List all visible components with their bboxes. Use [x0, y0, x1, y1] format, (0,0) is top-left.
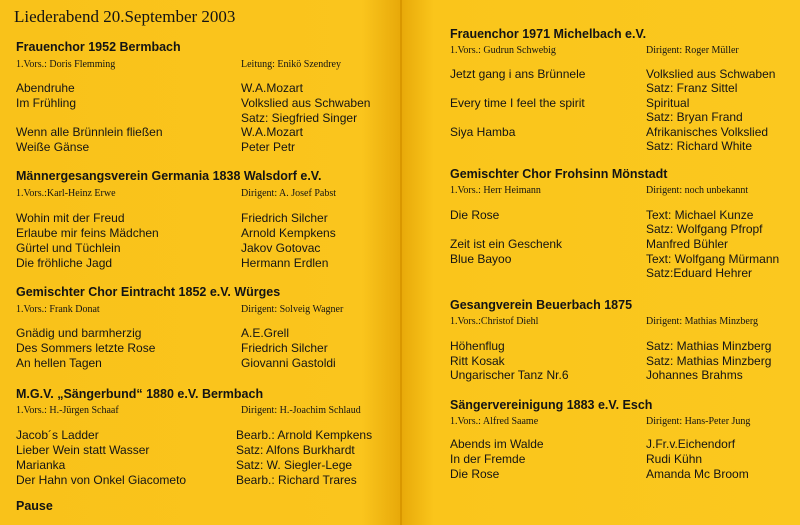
chair-person: 1.Vors.: H.-Jürgen Schaaf: [16, 405, 119, 416]
song-title: Im Frühling: [16, 96, 77, 110]
song-title: Die Rose: [450, 208, 500, 222]
song-credit: Satz:Eduard Hehrer: [646, 266, 753, 280]
song-title: Die fröhliche Jagd: [16, 256, 113, 270]
song-credit: Volkslied aus Schwaben: [646, 67, 776, 81]
song-credit: Satz: Wolfgang Pfropf: [646, 222, 763, 236]
song-credit: Afrikanisches Volkslied: [646, 125, 769, 139]
song-credit: Amanda Mc Broom: [646, 467, 749, 481]
song-credit: Friedrich Silcher: [241, 211, 328, 225]
song-credit: Satz: Bryan Frand: [646, 110, 743, 124]
song-credit: Bearb.: Richard Trares: [236, 473, 357, 487]
choir-heading: Männergesangsverein Germania 1838 Walsdorf e.V.: [16, 169, 322, 183]
song-credit: Hermann Erdlen: [241, 256, 329, 270]
song-title: Des Sommers letzte Rose: [16, 341, 156, 355]
conductor: Dirigent: H.-Joachim Schlaud: [241, 405, 361, 416]
conductor: Dirigent: A. Josef Pabst: [241, 188, 336, 199]
song-credit: A.E.Grell: [241, 326, 290, 340]
chair-person: 1.Vors.:Karl-Heinz Erwe: [16, 188, 116, 199]
song-title: Ritt Kosak: [450, 354, 505, 368]
right-page: [402, 0, 800, 525]
song-credit: Johannes Brahms: [646, 368, 743, 382]
song-credit: Bearb.: Arnold Kempkens: [236, 428, 373, 442]
song-credit: Satz: Franz Sittel: [646, 81, 738, 95]
song-title: Jetzt gang i ans Brünnele: [450, 67, 586, 81]
song-credit: Jakov Gotovac: [241, 241, 321, 255]
song-credit: Satz: Siegfried Singer: [241, 111, 358, 125]
song-title: Erlaube mir feins Mädchen: [16, 226, 159, 240]
song-credit: W.A.Mozart: [241, 81, 304, 95]
song-credit: Rudi Kühn: [646, 452, 703, 466]
choir-heading: Gemischter Chor Eintracht 1852 e.V. Würges: [16, 285, 281, 299]
song-title: Die Rose: [450, 467, 500, 481]
song-title: Der Hahn von Onkel Giacometo: [16, 473, 187, 487]
program-title: Liederabend 20.September 2003: [14, 7, 236, 26]
song-credit: Text: Michael Kunze: [646, 208, 754, 222]
song-title: Wenn alle Brünnlein fließen: [16, 125, 163, 139]
song-title: An hellen Tagen: [16, 356, 102, 370]
song-credit: Text: Wolfgang Mürmann: [646, 252, 780, 266]
song-title: Höhenflug: [450, 339, 505, 353]
song-credit: Satz: Alfons Burkhardt: [236, 443, 355, 457]
song-title: Gnädig und barmherzig: [16, 326, 142, 340]
song-credit: Satz: Mathias Minzberg: [646, 339, 772, 353]
song-credit: Spiritual: [646, 96, 690, 110]
song-title: Abendruhe: [16, 81, 75, 95]
song-credit: Manfred Bühler: [646, 237, 729, 251]
song-credit: Satz: Richard White: [646, 139, 753, 153]
choir-heading: Frauenchor 1952 Bermbach: [16, 40, 181, 54]
chair-person: 1.Vors.: Alfred Saame: [450, 416, 539, 427]
intermission-label: Pause: [16, 499, 53, 513]
conductor: Dirigent: Solveig Wagner: [241, 304, 344, 315]
song-title: Weiße Gänse: [16, 140, 90, 154]
choir-heading: Frauenchor 1971 Michelbach e.V.: [450, 27, 647, 41]
song-title: Lieber Wein statt Wasser: [16, 443, 150, 457]
choir-heading: Sängervereinigung 1883 e.V. Esch: [450, 398, 653, 412]
song-title: Siya Hamba: [450, 125, 516, 139]
song-credit: Peter Petr: [241, 140, 296, 154]
choir-heading: Gemischter Chor Frohsinn Mönstadt: [450, 167, 668, 181]
chair-person: 1.Vors.: Doris Flemming: [16, 59, 116, 70]
conductor: Dirigent: Mathias Minzberg: [646, 316, 759, 327]
chair-person: 1.Vors.:Christof Diehl: [450, 316, 539, 327]
song-title: Gürtel und Tüchlein: [16, 241, 121, 255]
song-title: Wohin mit der Freud: [16, 211, 125, 225]
song-title: In der Fremde: [450, 452, 526, 466]
song-title: Every time I feel the spirit: [450, 96, 585, 110]
song-title: Ungarischer Tanz Nr.6: [450, 368, 569, 382]
conductor: Dirigent: Roger Müller: [646, 45, 739, 56]
conductor: Dirigent: noch unbekannt: [646, 185, 749, 196]
song-credit: W.A.Mozart: [241, 125, 304, 139]
song-title: Zeit ist ein Geschenk: [450, 237, 563, 251]
conductor: Dirigent: Hans-Peter Jung: [646, 416, 751, 427]
song-credit: Satz: W. Siegler-Lege: [236, 458, 353, 472]
chair-person: 1.Vors.: Herr Heimann: [450, 185, 541, 196]
song-credit: Arnold Kempkens: [241, 226, 336, 240]
song-title: Abends im Walde: [450, 437, 544, 451]
conductor: Leitung: Enikö Szendrey: [241, 59, 341, 70]
song-title: Blue Bayoo: [450, 252, 512, 266]
song-title: Jacob´s Ladder: [16, 428, 99, 442]
song-credit: Satz: Mathias Minzberg: [646, 354, 772, 368]
song-credit: Volkslied aus Schwaben: [241, 96, 371, 110]
choir-heading: Gesangverein Beuerbach 1875: [450, 298, 633, 312]
choir-heading: M.G.V. „Sängerbund“ 1880 e.V. Bermbach: [16, 387, 264, 401]
chair-person: 1.Vors.: Frank Donat: [16, 304, 100, 315]
song-credit: J.Fr.v.Eichendorf: [646, 437, 736, 451]
chair-person: 1.Vors.: Gudrun Schwebig: [450, 45, 556, 56]
song-title: Marianka: [16, 458, 66, 472]
song-credit: Friedrich Silcher: [241, 341, 328, 355]
song-credit: Giovanni Gastoldi: [241, 356, 336, 370]
